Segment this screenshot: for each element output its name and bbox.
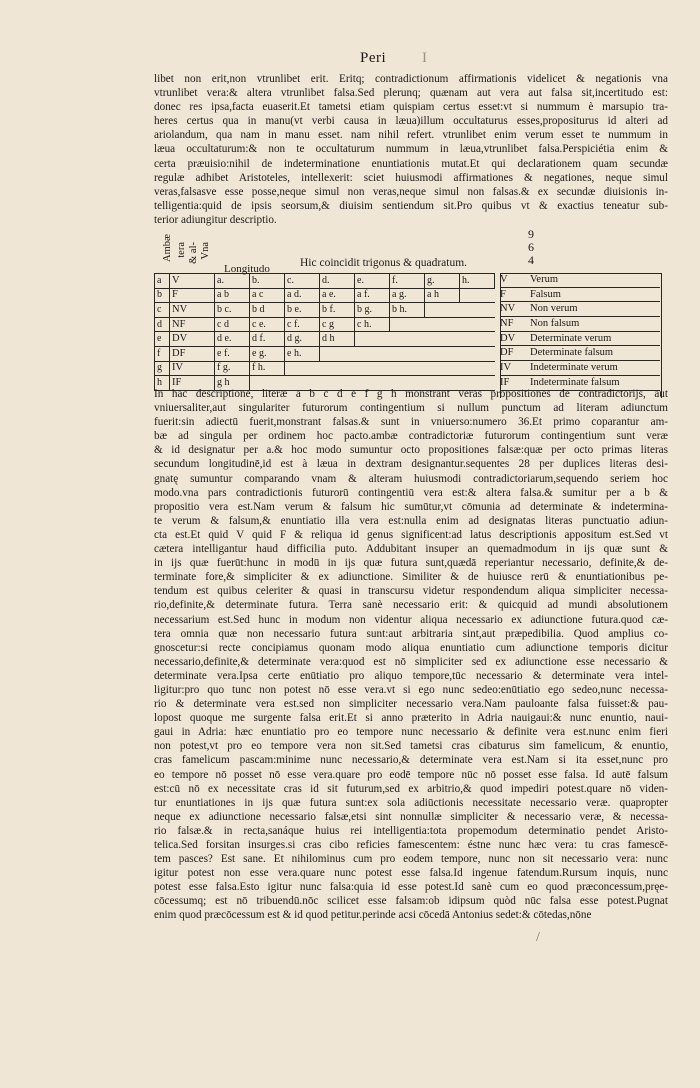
stack-number: 9 bbox=[528, 227, 534, 241]
pair-cell: f g. bbox=[215, 361, 250, 376]
text-line: tera omnia quæ non necessario futura sunt:aut arbitraria sint,aut præpedibilia. Quod amplius co- bbox=[154, 627, 668, 640]
text-line: telligentia:quid de ipsis seorsum,& diuisim sentiendum sit.Pro quibus vt & exactius teneatur sub- bbox=[154, 199, 668, 212]
pair-cell: a b bbox=[215, 288, 250, 303]
pair-cell: g. bbox=[425, 274, 460, 289]
longitudo-label: Longitudo bbox=[224, 263, 270, 275]
pair-cell: g h bbox=[215, 376, 250, 391]
text-line: gnatę sumuntur comparando vnam & alteram huiusmodi contradictoriarum,sequendo seriem hoc bbox=[154, 472, 668, 485]
text-line: cta est.Et quid V quid F & reliqua id genus significent:ad latus descriptionis appositum est.Sed vt bbox=[154, 528, 668, 541]
text-line: secundum longitudinē,id est à læua in dextram designantur.sequentes 28 per duplices literas desi- bbox=[154, 458, 668, 471]
row-mark: DF bbox=[170, 346, 215, 361]
legend-text: Determinate falsum bbox=[530, 347, 614, 359]
empty-cell bbox=[320, 346, 355, 361]
empty-cell bbox=[460, 288, 495, 303]
legend-abbr: IV bbox=[500, 362, 512, 374]
text-line: eo tempore nō posset nō esse vera.quare pro eodē tempore nūc nō posset esse falsa. Id autē falsum bbox=[154, 768, 668, 781]
contradiction-diagram bbox=[154, 228, 668, 393]
text-line: necessarium est.Sed hunc in modum non videntur aliqua necessario ex adiunctione futura.quod cæ- bbox=[154, 613, 668, 626]
pair-cell: f. bbox=[390, 274, 425, 289]
empty-cell bbox=[425, 361, 460, 376]
text-line: ligitur:pro quo tunc non potest nō esse vera.vt si ego nunc sedeo:enūtiatio ego sedeo,nunc necessa- bbox=[154, 683, 668, 696]
legend bbox=[500, 273, 660, 391]
text-line: terior adiungitur descriptio. bbox=[154, 213, 277, 226]
legend-text: Determinate verum bbox=[530, 332, 612, 344]
stacked-numbers bbox=[528, 228, 558, 267]
empty-cell bbox=[460, 346, 495, 361]
vertical-label: & al- bbox=[188, 242, 199, 264]
text-line: rio falsæ.& in recta,sanáque huius rei intelligentia:tota propemodum determinatio pendet Aristo- bbox=[154, 824, 668, 837]
row-mark: NV bbox=[170, 303, 215, 318]
paragraph-explanation bbox=[154, 387, 668, 923]
pair-cell: d e. bbox=[215, 332, 250, 347]
empty-cell bbox=[320, 361, 355, 376]
pair-cell: b. bbox=[250, 274, 285, 289]
legend-abbr: DV bbox=[500, 332, 516, 344]
pair-cell: e h. bbox=[285, 346, 320, 361]
legend-text: Non falsum bbox=[530, 318, 580, 330]
text-line: terminate fore,& simpliciter & ex adiunctione. Similiter & de huiusce rerū & enuntiationibus pe- bbox=[154, 571, 668, 584]
text-line: telica.Sed forsitan insurges.si cras cibo reficies famescentem: éstne nunc hæc vera: tu cras famescē- bbox=[154, 839, 668, 851]
row-mark: DV bbox=[170, 332, 215, 347]
grid-row bbox=[155, 317, 495, 332]
grid-row bbox=[155, 274, 495, 289]
empty-cell bbox=[460, 361, 495, 376]
legend-entry bbox=[500, 332, 660, 347]
row-letter: b bbox=[155, 288, 170, 303]
pair-cell: f h. bbox=[250, 361, 285, 376]
pair-cell: d g. bbox=[285, 332, 320, 347]
paragraph-intro bbox=[154, 72, 668, 227]
text-line: non potest,vt pro eo tempore vera non sit.Sed tametsi cras cibaturus sim famelicum, & enuntio, bbox=[154, 740, 668, 753]
empty-cell bbox=[355, 361, 390, 376]
row-mark: IF bbox=[170, 376, 215, 391]
text-line: fuerit:sin adiectū fuerit,monstrant falsas.& sunt in vniuerso:numero 36.Et primo coparantur am- bbox=[154, 416, 668, 429]
pair-cell: b e. bbox=[285, 303, 320, 318]
text-line: determinate vera.Ipsa certe enūtiatio pro aliquo tempore,tūc necessario & determinate vera intel- bbox=[154, 669, 668, 682]
pair-cell: a e. bbox=[320, 288, 355, 303]
legend-abbr: NF bbox=[500, 318, 514, 330]
empty-cell bbox=[390, 346, 425, 361]
legend-text: Indeterminate falsum bbox=[530, 376, 620, 388]
text-line: heres certus qua in manu(vt verbi causa in læua)illum occultaturus esses,propositurus id alteri ad bbox=[154, 115, 668, 128]
text-line: cōcessumq; est nō tribuendū.nōc scilicet esse falsam:ob idipsum quòd nūc falsa esse potest.Pugnat bbox=[154, 895, 668, 908]
pair-cell: e g. bbox=[250, 346, 285, 361]
vertical-label: Vna bbox=[200, 242, 211, 260]
text-line: libet non erit,non vtrunlibet erit. Eritq; contradictionum affirmationis videlicet & negationis vna bbox=[154, 73, 668, 85]
text-line: te verum & falsum,& enuntiatio illa vera est:nulla enim ad designatas literas punctuatio adiun- bbox=[154, 514, 668, 527]
pair-cell: b f. bbox=[320, 303, 355, 318]
grid-row bbox=[155, 332, 495, 347]
text-line: veras,falsasve esse posse,neque simul non veras,neque simul non falsas.& ex secundæ diuisionis in- bbox=[154, 185, 668, 198]
row-letter: h bbox=[155, 376, 170, 391]
legend-entry bbox=[500, 288, 660, 303]
pair-cell: e. bbox=[355, 274, 390, 289]
text-line: cætera intelligantur haud difficilia puto. Addubitant insuper an quemadmodum in ijs quæ sunt & bbox=[154, 543, 668, 556]
text-line: tendum est quibus celeriter & quasi in transcursu videtur respondendum aliqua simpliciter necessa- bbox=[154, 585, 668, 598]
pair-cell: a f. bbox=[355, 288, 390, 303]
text-line: est:cū nō ex necessitate cras id sit futurum,sed ex arbitrio,& quod impediri potest.quare nō viden- bbox=[154, 782, 668, 795]
text-line: potest esse falsa.Esto igitur nunc falsa:quia id esse potest.Id sanè cum eo quod præconcessum,pręe- bbox=[154, 881, 668, 894]
grid-row bbox=[155, 303, 495, 318]
pair-cell: e f. bbox=[215, 346, 250, 361]
pair-cell: c g bbox=[320, 317, 355, 332]
text-line: rio & determinate vera est.sed non simpliciter necessario vera.Nam pauloante falsa fuisset:& pau- bbox=[154, 698, 668, 711]
row-mark: NF bbox=[170, 317, 215, 332]
pair-cell: b h. bbox=[390, 303, 425, 318]
row-mark: V bbox=[170, 274, 215, 289]
pair-cell: d h bbox=[320, 332, 355, 347]
pair-cell: a c bbox=[250, 288, 285, 303]
text-line: rio,definite,& determinate futura. Terra sanè necessario erit: & quicquid ad mundi absolutionem bbox=[154, 599, 668, 612]
pair-cell: c. bbox=[285, 274, 320, 289]
empty-cell bbox=[355, 332, 390, 347]
text-line: tem pasces? Est sane. Et nihilominus cum pro eodem tempore, nunc non sit necessario vera: nunc bbox=[154, 853, 668, 866]
pair-cell: b c. bbox=[215, 303, 250, 318]
pair-cell: c e. bbox=[250, 317, 285, 332]
row-mark: IV bbox=[170, 361, 215, 376]
stack-number: 6 bbox=[528, 240, 534, 254]
legend-text: Verum bbox=[530, 274, 558, 285]
text-line: ariolandum, qua nam in manu esset. nam nihil refert. vtrunlibet enim verum esset te nummum in bbox=[154, 129, 668, 142]
text-line: in ijs quæ fuerūt:hunc in modū in ijs quæ futura sunt,quædā reperiantur necessario, definite,& de- bbox=[154, 557, 668, 570]
row-letter: d bbox=[155, 317, 170, 332]
pair-cell: c f. bbox=[285, 317, 320, 332]
empty-cell bbox=[355, 346, 390, 361]
text-line: modo.vna pars contradictionis futurorū contingentiū vera est:& altera falsa.& sumitur per a b & bbox=[154, 486, 668, 499]
grid-row bbox=[155, 346, 495, 361]
text-line: donec res ipsa,facta euaserit.Et tametsi etiam quispiam certus esset:vt si nummum è marsupio tra- bbox=[154, 101, 668, 114]
legend-abbr: IF bbox=[500, 376, 510, 388]
text-line: gaui in Adria: hæc enuntiatio pro eo tempore nunc necessario & definite vera est.nunc enim fieri bbox=[154, 726, 668, 739]
empty-cell bbox=[390, 361, 425, 376]
text-line: enim quod præcōcessum est & id quod petitur.perinde acsi cōcedā Antonius sedet:& cōtedas,nōne bbox=[154, 909, 592, 922]
legend-entry bbox=[500, 273, 660, 288]
pair-cell: b g. bbox=[355, 303, 390, 318]
stack-number: 4 bbox=[528, 253, 534, 267]
empty-cell bbox=[425, 303, 460, 318]
pair-cell: d. bbox=[320, 274, 355, 289]
text-line: tur enuntiationes in ijs quæ futura sunt:ex sola adiūctionis necessitate necessario veræ. quapropter bbox=[154, 796, 668, 809]
text-line: bæ ad singula per ordinem hoc pacto.ambæ contradictoriæ futurorum contingentium sunt veræ bbox=[154, 430, 668, 443]
text-line: cras famelicum pascam:minime nunc necessario,& determinate vera est.Nam si ita esset,nunc pro bbox=[154, 754, 668, 767]
empty-cell bbox=[460, 332, 495, 347]
legend-entry bbox=[500, 302, 660, 317]
row-letter: c bbox=[155, 303, 170, 318]
vertical-label: Ambæ bbox=[162, 234, 173, 263]
text-line: neque ex adiunctione necessario falsæ,etsi sint nonnullæ simpliciter & necessario veræ, & necessa- bbox=[154, 810, 668, 823]
pair-cell: a h bbox=[425, 288, 460, 303]
legend-abbr: NV bbox=[500, 303, 516, 315]
row-mark: F bbox=[170, 288, 215, 303]
row-letter: a bbox=[155, 274, 170, 289]
diagram-caption: Hic coincidit trigonus & quadratum. bbox=[300, 257, 468, 269]
header-mark: I bbox=[422, 50, 427, 66]
legend-text: Falsum bbox=[530, 288, 561, 300]
text-line: vtrunlibet vera:& altera vtrunlibet falsa.Sed plerunq; quænam aut vera aut falsa sit,incertitudo est: bbox=[154, 87, 668, 100]
pair-cell: c h. bbox=[355, 317, 390, 332]
text-line: lopost quoque me surgente falsa erit.Et si anno præterito in Adria nauigaui:& nunc enuntio, naui- bbox=[154, 712, 668, 725]
empty-cell bbox=[425, 317, 460, 332]
grid-row bbox=[155, 288, 495, 303]
empty-cell bbox=[390, 317, 425, 332]
text-line: necessario,definite,& determinate vera:quod est nō simpliciter sed ex adiunctione esse necessario & bbox=[154, 655, 668, 668]
pair-cell: h. bbox=[460, 274, 495, 289]
legend-abbr: F bbox=[500, 288, 506, 300]
row-letter: f bbox=[155, 346, 170, 361]
text-line: gnoscetur:si recte concipiamus quonam modo aliqua enuntiatio cum adiunctione temporis dicitur bbox=[154, 641, 668, 654]
legend-abbr: DF bbox=[500, 347, 514, 359]
text-line: læua occultaturum:& non te occultaturum nummum in læua,vtrunlibet falsa.Perspiciétia enim & bbox=[154, 143, 668, 156]
text-line: & id designatur per a.& hoc modo sumuntur octo propositiones falsæ:quæ per octo primas literas bbox=[154, 444, 668, 457]
text-line: vniuersaliter,aut singulariter futurorum contingentium si nullum punctum ad literam adiunctum bbox=[154, 402, 668, 415]
text-line: In hac descriptione, literæ a b c d e f g h monstrant veras propositiones de contradictorijs, aut bbox=[154, 388, 668, 400]
ink-mark: / bbox=[536, 930, 540, 945]
text-line: igitur potest non esse vera.quare nunc potest esse falsa.Id ingenue fatendum.Rursum inquis, nunc bbox=[154, 867, 668, 880]
legend-entry bbox=[500, 346, 660, 361]
text-line: certa præuisio:nihil de indeterminatione enuntiationis mutat.Et qui declarationem quam secundæ bbox=[154, 157, 668, 170]
empty-cell bbox=[460, 303, 495, 318]
pair-cell: a. bbox=[215, 274, 250, 289]
empty-cell bbox=[460, 317, 495, 332]
running-head: Peri bbox=[360, 50, 387, 66]
legend-text: Non verum bbox=[530, 303, 578, 315]
legend-text: Indeterminate verum bbox=[530, 362, 618, 374]
empty-cell bbox=[285, 361, 320, 376]
row-letter: e bbox=[155, 332, 170, 347]
row-letter: g bbox=[155, 361, 170, 376]
empty-cell bbox=[390, 332, 425, 347]
empty-cell bbox=[425, 346, 460, 361]
legend-entry bbox=[500, 361, 660, 376]
text-line: regulæ adhibet Aristoteles, intellexerit: sciet huiusmodi affirmationes & negationes, neque simul bbox=[154, 171, 668, 184]
pair-cell: a g. bbox=[390, 288, 425, 303]
grid-row bbox=[155, 361, 495, 376]
text-line: propositio vera est.Nam verum & falsum hic sumūtur,vt cōmunia ad determinate & indetermina- bbox=[154, 500, 668, 513]
pair-grid bbox=[154, 273, 495, 391]
legend-entry bbox=[500, 317, 660, 332]
vertical-label: tera bbox=[176, 242, 187, 258]
pair-cell: d f. bbox=[250, 332, 285, 347]
pair-cell: a d. bbox=[285, 288, 320, 303]
pair-cell: b d bbox=[250, 303, 285, 318]
legend-abbr: V bbox=[500, 274, 508, 285]
empty-cell bbox=[425, 332, 460, 347]
pair-cell: c d bbox=[215, 317, 250, 332]
